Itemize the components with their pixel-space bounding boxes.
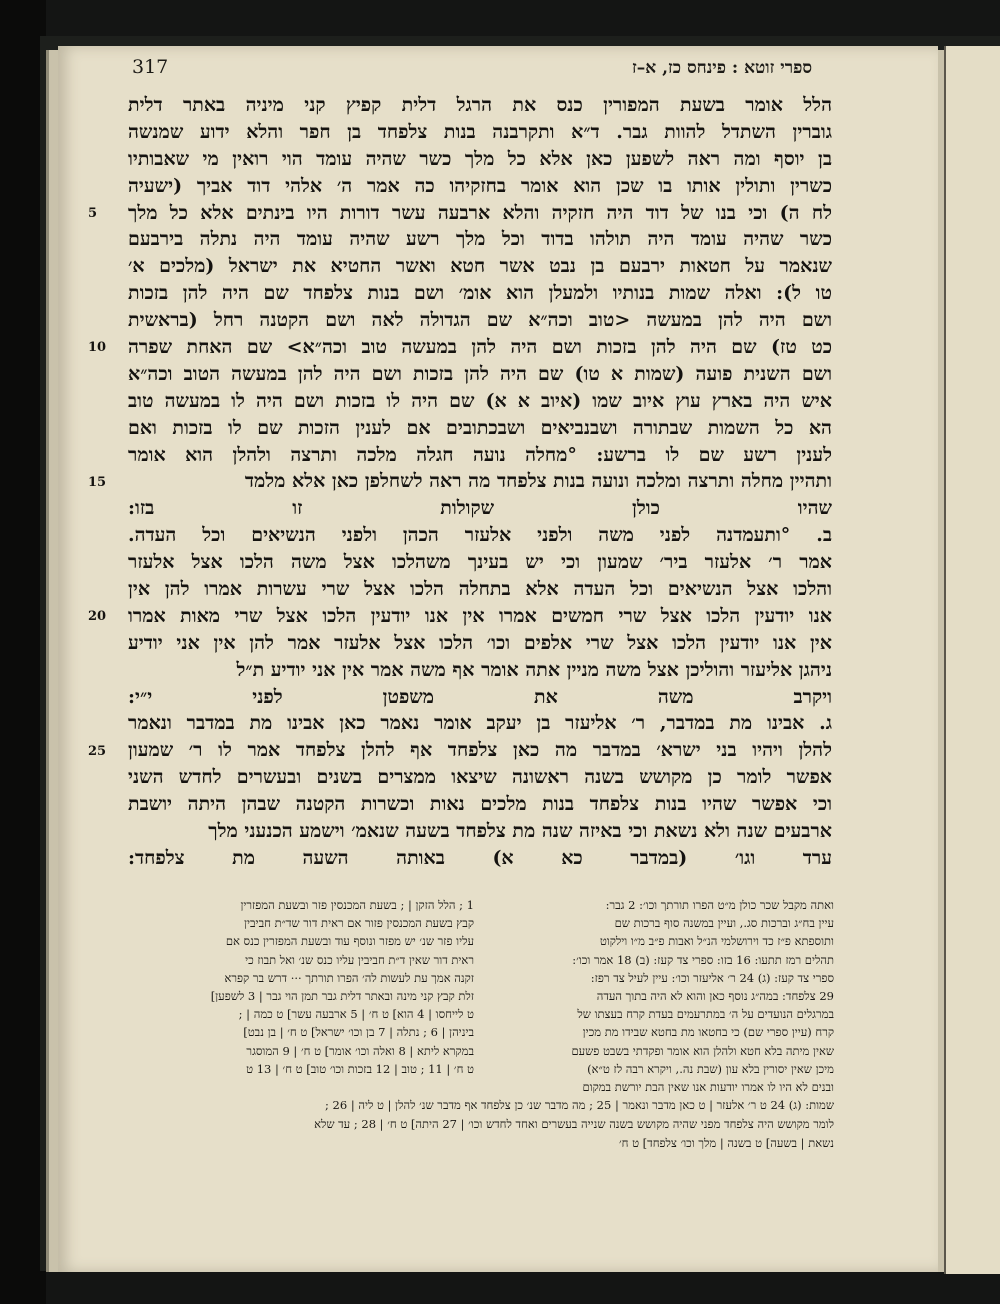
footnotes-right-column bbox=[484, 896, 834, 1096]
text-line: הלל אומר בשעת המפורין כנס את הרגל דלית קפיץ קני מיניה באתר דלית bbox=[128, 94, 832, 116]
text-line: לענין רשע שם לו ברשע: °מחלה נועה חגלה מלכה ותרצה ולהלן הוא אומר bbox=[128, 443, 832, 466]
footnote-line: עיין בח״ג וברכות סג., ועיין במשנה סוף ברכות שם bbox=[614, 916, 834, 931]
footnote-line: במקרא ליתא | 8 ואלה וכו׳ אומר] ט ח׳ | 9 המוסגר bbox=[246, 1043, 474, 1058]
text-line: ושם השנית פועה (שמות א טו) שם היה להן בזכות ושם היה להן במעשה הטוב וכה״א bbox=[128, 362, 832, 385]
text-line: ושם היה להן במעשה <טוב וכה״א שם הגדולה לאה ושם הקטנה רחל (בראשית bbox=[128, 309, 832, 332]
line-number: 20 bbox=[88, 609, 107, 625]
text-line: וכי אפשר שהיו בנות צלפחד בנות מלכים נאות וכשרות הקטנה שבהן היתה יושבת bbox=[128, 793, 832, 816]
text-line: ג. אבינו מת במדבר, ר׳ אליעזר בן יעקב אומר נאמר כאן אבינו מת במדבר ונאמר bbox=[128, 712, 832, 735]
running-header: ספרי זוטא : פינחס כז, א–ז bbox=[632, 58, 812, 78]
text-line: לח ה) וכי בנו של דוד היה חזקיה והלא ארבעה עשר דורות היו בינתים אלא כל מלך bbox=[128, 201, 832, 224]
footnote-line: ובנים לא היו לו אמרו יודעות אנו שאין הבת יורשת במקום bbox=[582, 1079, 834, 1094]
text-line: ארבעים שנה ולא נשאת וכי באיזה שנה מת צלפחד בשעה שנאמ׳ וישמע הכנעני מלך bbox=[208, 820, 832, 843]
text-line: שהיו כולן שקולות זו בזו: bbox=[128, 497, 832, 520]
text-line: אין אנו יודעין הלכו אצל שרי אלפים וכו׳ הלכו אצל אלעזר אמר להן אין אני יודיע bbox=[128, 631, 832, 654]
text-line: בן יוסף ומה ראה לשפען כאן אלא כל מלך כשר שהיה עומד הוי רואין מי שאבותיו bbox=[128, 147, 832, 170]
text-line: ויקרב משה את משפטן לפני י״י: bbox=[128, 685, 832, 708]
text-line: שנאמר על חטאות ירבעם בן נבט אשר חטא ואשר החטיא את ישראל (מלכים א׳ bbox=[128, 255, 832, 278]
line-number: 5 bbox=[88, 205, 98, 221]
line-number: 10 bbox=[88, 340, 107, 356]
footnote-line: ותוספתא פ״ז כד וירושלמי הנ״ל ואבות פ״ב מ״ו וילקוט bbox=[599, 934, 834, 949]
footnote-line: שמות: (ג) 24 ט ר׳ אלעזר | ט כאן מדבר ונאמר | 25 ; מה מדבר שנ׳ כן צלפחד אף מדבר שנ׳ להלן | ט ליה | 26 ; bbox=[325, 1098, 834, 1112]
footnote-line: ט ח׳ | 11 ; טוב | 12 בזכות וכו׳ טוב] ט ח׳ | 13 ט bbox=[246, 1061, 474, 1076]
text-line: ערד וגו׳ (במדבר כא א) באותה השעה מת צלפחד: bbox=[128, 846, 832, 869]
footnote-line: ספרי צד קעז: (ג) 24 ר׳ אליעזר וכו׳: עיין לעיל צד רפז: bbox=[590, 970, 834, 985]
footnote-line: זלת קבץ קני מינה ובאתר דלית גבר תמן הוי גבר | 3 לשפען] bbox=[210, 988, 474, 1003]
text-line: הא כל השמות שבתורה ושבנביאים ושבכתובים אם לענין הזכות שם לו בזכות ואם bbox=[128, 416, 832, 439]
page-number: 317 bbox=[132, 56, 169, 78]
text-line: והלכו אצל הנשיאים וכל העדה אלא בתחלה הלכו אצל שרי עשרות אמרו להן אין bbox=[128, 578, 832, 601]
line-number: 25 bbox=[88, 743, 107, 759]
text-line: גוברין השתדל להוות גבר. ד״א ותקרבנה בנות צלפחד בן חפר והלא ידוע שמנשה bbox=[128, 120, 832, 143]
footnote-line: ביניהן | 6 ; נתלה | 7 בן וכו׳ ישראל] ט ח׳ | בן נבט] bbox=[243, 1025, 474, 1040]
footnote-line: עליו פזר שנ׳ יש מפזר ונוסף עוד ובשעת המפזרין כנס אם bbox=[225, 934, 474, 949]
line-number: 15 bbox=[88, 474, 107, 490]
text-line: ותהיין מחלה ותרצה ומלכה ונועה בנות צלפחד מה ראה לשחלפן כאן אלא מלמד bbox=[244, 470, 832, 493]
text-line: ב. °ותעמדנה לפני משה ולפני אלעזר הכהן ולפני הנשיאים וכל העדה. bbox=[128, 524, 832, 547]
footnote-line: תהלים רמז תתעו: 16 בזו: ספרי צד קעז: (ב) 18 אמר וכו׳: bbox=[572, 952, 834, 967]
footnote-line: 1 ; הלל הזקן | ; בשעת המכנסין פזר ובשעת המפזרין bbox=[240, 898, 474, 912]
footnote-line: ואתה מקבל שכר כולן מ״ט הפרו תורתך וכו׳: 2 גבר: bbox=[605, 898, 834, 912]
text-line: להלן ויהיו בני ישרא׳ במדבר מה כאן צלפחד אף להלן צלפחד אמר לו ר׳ שמעון bbox=[128, 739, 832, 762]
text-line: כט טז) שם היה להן בזכות ושם היה להן במעשה טוב וכה״א> שם האחת שפרה bbox=[128, 336, 832, 359]
text-line: אמר ר׳ אלעזר ביר׳ שמעון וכי יש בעינך משהלכו אצל משה הלכו אצל אלעזר bbox=[128, 551, 832, 574]
text-line: טו ל): ואלה שמות בנותיו ולמעלן הוא אומ׳ ושם בנות צלפחד שם היה להן בזכות bbox=[128, 282, 832, 305]
footnote-line: מיכן שאין יסורין בלא עון (שבת נה., ויקרא רבה לז ט״א) bbox=[587, 1061, 834, 1076]
footnotes-bottom bbox=[128, 1096, 834, 1152]
text-line: איש היה בארץ עוץ איוב שמו (איוב א א) שם היה לו בזכות ושם היה לו במעשה טוב bbox=[128, 389, 832, 412]
footnotes-left-column bbox=[128, 896, 474, 1078]
text-line: אנו יודעין הלכו אצל שרי חמשים אמרו אין אנו יודעין הלכו אצל שרי מאות אמרו bbox=[128, 604, 832, 627]
footnote-line: ט לייחסו | 4 הוא] ט ח׳ | 5 ארבעה עשר] ט כמה | ; bbox=[238, 1007, 474, 1022]
text-line: אפשר לומר כן מקושש בשנה ראשונה שיצאו ממצרים בשנים ובעשרים לחדש השני bbox=[128, 766, 832, 789]
footnote-line: ראית דור שאין ד״ת חביבין עליו כנס שנ׳ ואל תבוז כי bbox=[245, 952, 474, 967]
footnote-line: נשאת | בשעה] ט בשנה | מלך וכו׳ צלפחד] ט ח׳ bbox=[618, 1135, 834, 1150]
footnote-line: לומר מקושש היה צלפחד מפני שהיה מקושש בשנה שנייה בעשרים ואחד לחדש וכו׳ | 27 היתה] ט ח׳ | 28 ; עד שלא bbox=[314, 1116, 834, 1131]
main-text-block bbox=[128, 92, 832, 872]
footnote-line: קרח (עיין ספרי שם) כי בחטאו מת בחטא שבידו מת מכין bbox=[582, 1025, 834, 1040]
footnote-line: 29 צלפחד: במה״ג נוסף כאן והוא לא היה בתוך העדה bbox=[596, 988, 834, 1003]
footnote-line: שאין מיתה בלא חטא ולהלן הוא אומר ופקדתי בשבט פשעם bbox=[571, 1043, 834, 1058]
footnote-line: במרגלים הנועדים על ה׳ במתרעמים בעדת קרח בעצתו של bbox=[577, 1007, 834, 1022]
facing-page-edge bbox=[944, 46, 1000, 1274]
footnote-line: קבץ בשעת המכנסין פזור אם ראית דור שד״ת חביבין bbox=[244, 916, 474, 931]
text-line: כשר שהיה עומד היה תולהו בדוד וכל מלך רשע שהיה עומד היה נתלה בירבעם bbox=[128, 228, 832, 251]
text-line: כשרין ותולין אותו בו שכן הוא אומר בחזקיהו כה אמר ה׳ אלהי דוד אביך (ישעיה bbox=[128, 174, 832, 197]
footnote-line: זקנה אמך עת לעשות לה׳ הפרו תורתך ··· דרש בר קפרא bbox=[224, 970, 474, 985]
text-line: ניהגן אליעזר והוליכן אצל משה מניין אתה אומר אף משה אמר אין אני יודיע ת״ל bbox=[236, 658, 832, 681]
